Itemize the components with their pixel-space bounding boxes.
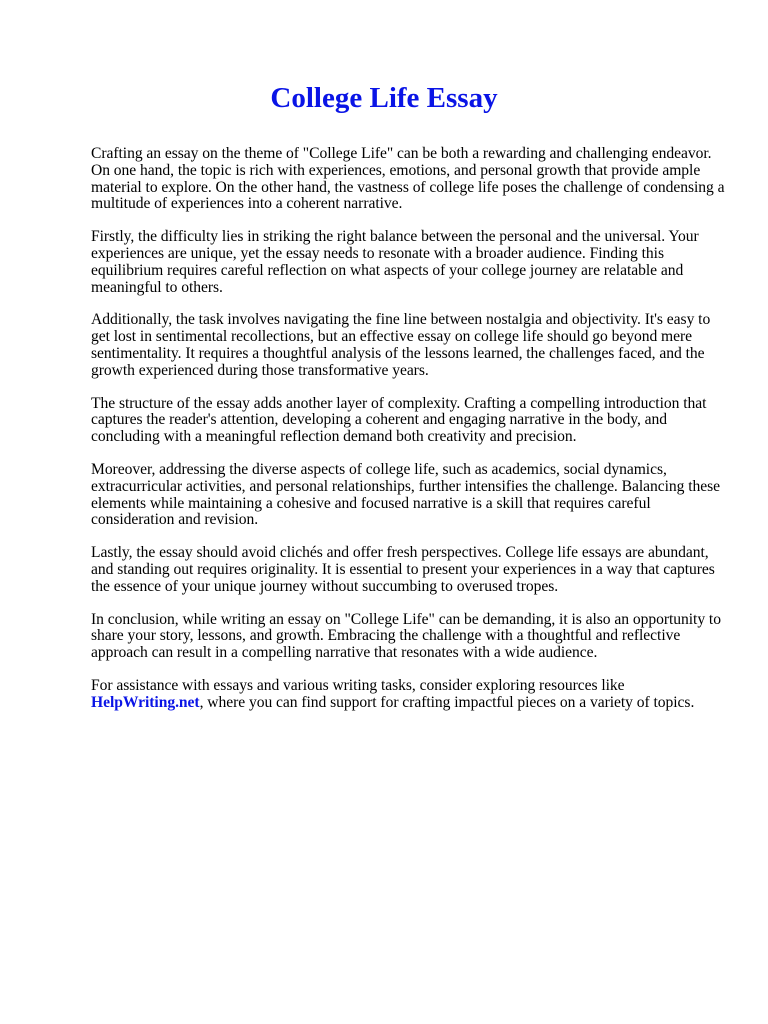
page-title: College Life Essay bbox=[270, 82, 498, 114]
paragraph-intro: Crafting an essay on the theme of "College Life" can be both a rewarding and challenging endeavor. On one hand, the topic is rich with experiences, emotions, and personal growth that provide ample material to explore. On the other hand, the vastness of college life poses the challenge of condensing a multitude of experiences into a coherent narrative. bbox=[91, 145, 725, 213]
paragraph-structure: The structure of the essay adds another layer of complexity. Crafting a compelling introduction that captures the reader's attention, developing a coherent and engaging narrative in the body, and concluding with a meaningful reflection demand both creativity and precision. bbox=[91, 394, 707, 446]
paragraph-nostalgia: Additionally, the task involves navigating the fine line between nostalgia and objectivity. It's easy to get lost in sentimental recollections, but an effective essay on college life should go beyond mere sentimentality. It requires a thoughtful analysis of the lessons learned, the challenges faced, and the growth experienced during those transformative years. bbox=[91, 311, 711, 379]
paragraph-cliches: Lastly, the essay should avoid clichés and offer fresh perspectives. College life essays are abundant, and standing out requires originality. It is essential to present your experiences in a way that captures the essence of your unique journey without succumbing to overused tropes. bbox=[91, 544, 715, 595]
paragraph-diverse-aspects: Moreover, addressing the diverse aspects of college life, such as academics, social dynamics, extracurricular activities, and personal relationships, further intensifies the challenge. Balancing these elements while maintaining a cohesive and focused narrative is a skill that requires careful consideration and revision. bbox=[91, 460, 721, 529]
resources-text-before-link: For assistance with essays and various writing tasks, consider exploring resources like bbox=[91, 676, 625, 694]
essay-body bbox=[91, 146, 731, 728]
paragraph-conclusion: In conclusion, while writing an essay on "College Life" can be demanding, it is also an opportunity to share your story, lessons, and growth. Embracing the challenge with a thoughtful and reflective approach can result in a compelling narrative that resonates with a wide audience. bbox=[91, 610, 721, 662]
paragraph-resources bbox=[91, 678, 731, 712]
paragraph-balance: Firstly, the difficulty lies in striking the right balance between the personal and the universal. Your experiences are unique, yet the essay needs to resonate with a broader audience. Finding this equilibrium requires careful reflection on what aspects of your college journey are relatable and meaningful to others. bbox=[91, 228, 699, 296]
resources-text-after-link: , where you can find support for crafting impactful pieces on a variety of topics. bbox=[199, 693, 695, 711]
helpwriting-link[interactable]: HelpWriting.net bbox=[91, 693, 200, 711]
